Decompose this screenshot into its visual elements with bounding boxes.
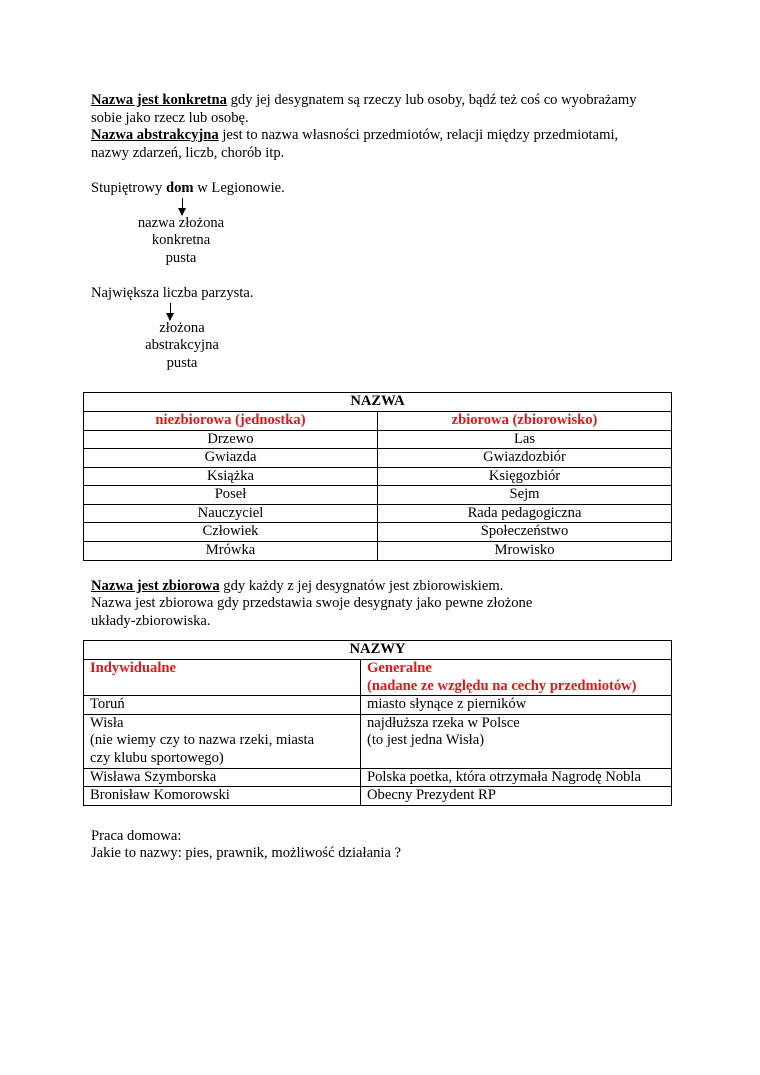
- document-page: [91, 92, 673, 863]
- down-arrow-icon: [170, 303, 171, 320]
- homework: Praca domowa: Jakie to nazwy: pies, prawnik, możliwość działania ?: [91, 827, 402, 862]
- table-row: Toruń miasto słynące z pierników: [84, 696, 672, 715]
- example1-sentence: Stupiętrowy dom w Legionowie.: [91, 179, 285, 196]
- table2-col2-header: Generalne (nadane ze względu na cechy przedmiotów): [361, 660, 672, 696]
- example2-sentence: Największa liczba parzysta.: [91, 284, 254, 301]
- concrete-term: Nazwa jest konkretna: [91, 92, 227, 108]
- table2-title: NAZWY: [84, 641, 672, 660]
- collective-term: Nazwa jest zbiorowa: [91, 577, 220, 594]
- example1-classification: nazwa złożona konkretna pusta: [137, 214, 225, 266]
- table-row: Nauczyciel Rada pedagogiczna: [84, 504, 672, 523]
- table-row: Gwiazda Gwiazdozbiór: [84, 449, 672, 468]
- example2-classification: złożona abstrakcyjna pusta: [145, 319, 219, 371]
- table-row: Drzewo Las: [84, 430, 672, 449]
- down-arrow-icon: [182, 198, 183, 215]
- name-collective-table: [83, 392, 672, 560]
- table-row: Mrówka Mrowisko: [84, 542, 672, 561]
- table-row: Książka Księgozbiór: [84, 467, 672, 486]
- abstract-term: Nazwa abstrakcyjna: [91, 127, 219, 144]
- example1-keyword: dom: [166, 179, 194, 196]
- abstract-definition: Nazwa abstrakcyjna jest to nazwa własności przedmiotów, relacji między przedmiotami, nazwy zdarzeń, liczb, chorób itp.: [91, 127, 619, 161]
- table2-col1-header: Indywidualne: [84, 660, 361, 696]
- table-row: Poseł Sejm: [84, 486, 672, 505]
- table1-col1-header: niezbiorowa (jednostka): [84, 411, 378, 430]
- table-row: Wisława Szymborska Polska poetka, która otrzymała Nagrodę Nobla: [84, 768, 672, 787]
- individual-general-table: [83, 640, 672, 805]
- table1-title: NAZWA: [84, 393, 672, 412]
- collective-definition: Nazwa jest zbiorowa gdy każdy z jej desygnatów jest zbiorowiskiem. Nazwa jest zbiorowa gdy przedstawia swoje desygnaty jako pewne złożone układy-zbiorowiska.: [91, 577, 533, 629]
- table-row: Bronisław Komorowski Obecny Prezydent RP: [84, 787, 672, 806]
- table-row: Człowiek Społeczeństwo: [84, 523, 672, 542]
- table-row: Wisła (nie wiemy czy to nazwa rzeki, miasta czy klubu sportowego) najdłuższa rzeka w Polsce (to jest jedna Wisła): [84, 714, 672, 768]
- concrete-definition: Nazwa jest konkretna gdy jej desygnatem są rzeczy lub osoby, bądź też coś co wyobrażamy sobie jako rzecz lub osobę.: [91, 92, 637, 126]
- table1-col2-header: zbiorowa (zbiorowisko): [378, 411, 672, 430]
